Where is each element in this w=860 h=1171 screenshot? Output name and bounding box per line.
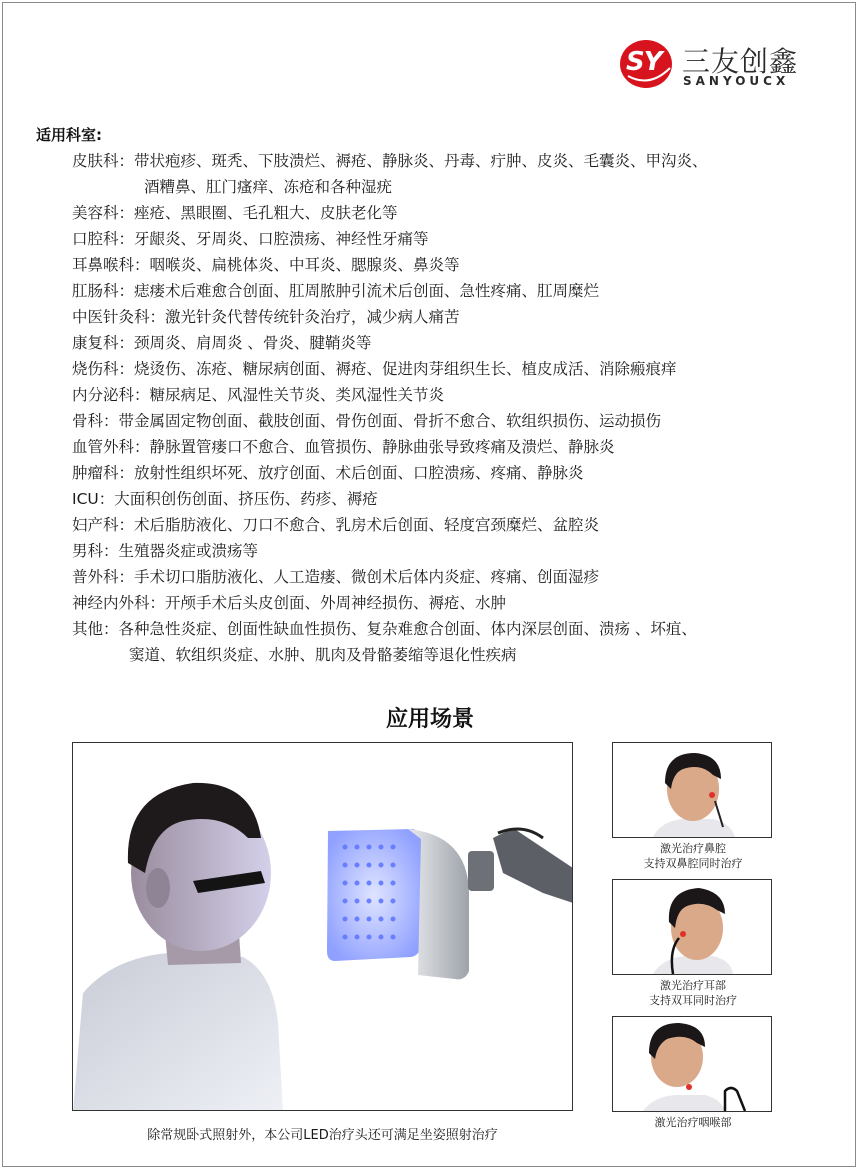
department-item: 骨科：带金属固定物创面、截肢创面、骨伤创面、骨折不愈合、软组织损伤、运动损伤: [72, 412, 662, 430]
department-item: 皮肤科：带状疱疹、斑秃、下肢溃烂、褥疮、静脉炎、丹毒、疔肿、皮炎、毛囊炎、甲沟炎、 酒糟鼻、肛门瘙痒、冻疮和各种湿疣: [72, 152, 708, 196]
section-heading: 适用科室:: [36, 126, 102, 144]
department-list: [72, 148, 832, 668]
department-item: 肿瘤科：放射性组织坏死、放疗创面、术后创面、口腔溃疡、疼痛、静脉炎: [72, 464, 584, 482]
department-item: 男科：生殖器炎症或溃疡等: [72, 542, 259, 560]
brand-name-cn: 三友创鑫: [682, 45, 799, 78]
department-item: 神经内外科：开颅手术后头皮创面、外周神经损伤、褥疮、水肿: [72, 594, 507, 612]
department-item: 口腔科：牙龈炎、牙周炎、口腔溃疡、神经性牙痛等: [72, 230, 429, 248]
ear-treatment-photo: [612, 879, 772, 975]
department-item: 康复科：颈周炎、肩周炎 、骨炎、腱鞘炎等: [72, 334, 372, 352]
throat-treatment-photo: [612, 1016, 772, 1112]
department-item: 烧伤科：烧烫伤、冻疮、糖尿病创面、褥疮、促进肉芽组织生长、植皮成活、消除瘢痕痒: [72, 360, 677, 378]
department-item: 中医针灸科：激光针灸代替传统针灸治疗，减少病人痛苦: [72, 308, 460, 326]
brand-mark-text: SY: [626, 47, 662, 77]
nose-treatment-photo: [612, 742, 772, 838]
brand-logo: [620, 38, 820, 98]
department-item: 美容科：痤疮、黑眼圈、毛孔粗大、皮肤老化等: [72, 204, 398, 222]
nose-treatment-caption: 激光治疗鼻腔 支持双鼻腔同时治疗: [643, 842, 743, 870]
main-photo-caption: 除常规卧式照射外，本公司LED治疗头还可满足坐姿照射治疗: [147, 1128, 498, 1143]
department-item: 耳鼻喉科：咽喉炎、扁桃体炎、中耳炎、腮腺炎、鼻炎等: [72, 256, 460, 274]
department-item: 肛肠科：痣瘘术后难愈合创面、肛周脓肿引流术后创面、急性疼痛、肛周糜烂: [72, 282, 600, 300]
department-item: 内分泌科：糖尿病足、风湿性关节炎、类风湿性关节炎: [72, 386, 445, 404]
department-item: 妇产科：术后脂肪液化、刀口不愈合、乳房术后创面、轻度宫颈糜烂、盆腔炎: [72, 516, 600, 534]
scene-title: 应用场景: [385, 707, 474, 732]
main-scene-photo: [72, 742, 573, 1111]
brand-mark-icon: [620, 38, 676, 90]
brand-name-en: SANYOUCX: [683, 74, 790, 88]
department-item: ICU：大面积创伤创面、挤压伤、药疹、褥疮: [72, 490, 378, 508]
department-item: 血管外科：静脉置管瘘口不愈合、血管损伤、静脉曲张导致疼痛及溃烂、静脉炎: [72, 438, 615, 456]
department-item: 普外科：手术切口脂肪液化、人工造瘘、微创术后体内炎症、疼痛、创面湿疹: [72, 568, 600, 586]
department-item: 其他：各种急性炎症、创面性缺血性损伤、复杂难愈合创面、体内深层创面、溃疡 、坏疽、 窦道、软组织炎症、水肿、肌肉及骨骼萎缩等退化性疾病: [72, 620, 697, 664]
ear-treatment-caption: 激光治疗耳部 支持双耳同时治疗: [649, 979, 737, 1007]
throat-treatment-caption: 激光治疗咽喉部: [654, 1116, 732, 1129]
